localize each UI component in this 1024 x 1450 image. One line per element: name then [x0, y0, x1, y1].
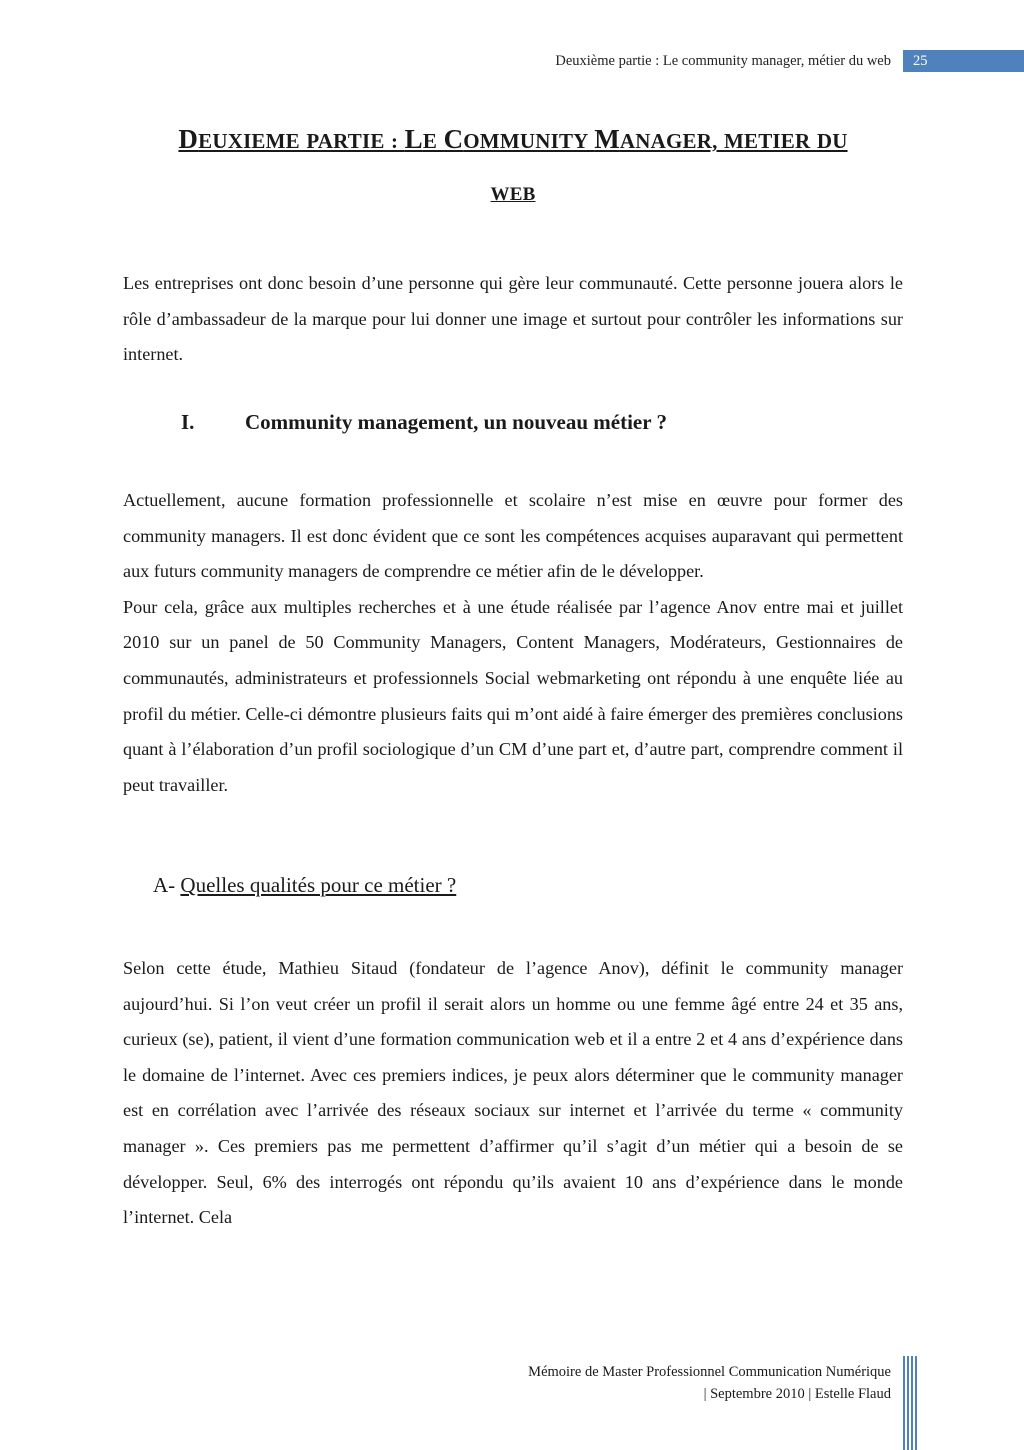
title-text-part: ANAGER, METIER DU	[619, 129, 848, 153]
subsection-heading	[153, 873, 456, 898]
intro-paragraph: Les entreprises ont donc besoin d’une personne qui gère leur communauté. Cette personne jouera alors le rôle d’ambassadeur de la marque pour lui donner une image et surtout pour contrôler les informations sur internet.	[123, 273, 903, 365]
subsection-prefix: A-	[153, 873, 176, 897]
title-initial-cap: D	[178, 124, 199, 154]
footer-decorative-rules	[903, 1356, 917, 1450]
title-text-part: E	[422, 129, 444, 153]
chapter-title-line-2: WEB	[490, 184, 536, 205]
section-body	[123, 483, 903, 803]
running-header-title: Deuxième partie : Le community manager, métier du web	[555, 53, 891, 69]
subsection-title: Quelles qualités pour ce métier ?	[180, 873, 457, 897]
section-paragraph: Actuellement, aucune formation professionnelle et scolaire n’est mise en œuvre pour former des community managers. Il est donc évident que ce sont les compétences acquises auparavant qui permettent aux futurs community managers de comprendre ce métier afin de le développer.	[123, 490, 903, 582]
section-number: I.	[181, 410, 195, 434]
chapter-title-line-1	[123, 124, 903, 155]
subsection-paragraph: Selon cette étude, Mathieu Sitaud (fondateur de l’agence Anov), définit le community manager aujourd’hui. Si l’on veut créer un profil il serait alors un homme ou une femme âgé entre 24 et 35 ans, curieux (se), patient, il vient d’une formation communication web et il a entre 2 et 4 ans d’expérience dans le domaine de l’internet. Avec ces premiers indices, je peux alors déterminer que le community manager est en corrélation avec l’arrivée des réseaux sociaux sur internet et l’arrivée du terme « community manager ». Ces premiers pas me permettent d’affirmer qu’il s’agit d’un métier qui a besoin de se développer. Seul, 6% des interrogés ont répondu qu’ils avaient 10 ans d’expérience dans le monde l’internet. Cela	[123, 958, 903, 1228]
title-initial-cap: M	[594, 124, 620, 154]
title-initial-cap: L	[404, 124, 423, 154]
page-number-box	[903, 50, 1024, 72]
section-title: Community management, un nouveau métier ?	[245, 410, 667, 434]
title-text-part: EUXIEME PARTIE :	[198, 129, 405, 153]
page-number: 25	[913, 53, 928, 69]
page-header	[0, 50, 1024, 74]
footer-line-2: | Septembre 2010 | Estelle Flaud	[703, 1386, 891, 1402]
section-paragraph: Pour cela, grâce aux multiples recherches et à une étude réalisée par l’agence Anov entre mai et juillet 2010 sur un panel de 50 Community Managers, Content Managers, Modérateurs, Gestionnaires de communautés, administrateurs et professionnels Social webmarketing ont répondu à une enquête liée au profil du métier. Celle-ci démontre plusieurs faits qui m’ont aidé à faire émerger des premières conclusions quant à l’élaboration d’un profil sociologique d’un CM d’une part et, d’autre part, comprendre comment il peut travailler.	[123, 596, 903, 795]
title-text-part: OMMUNITY	[463, 129, 595, 153]
title-initial-cap: C	[443, 124, 464, 154]
footer-line-1: Mémoire de Master Professionnel Communication Numérique	[528, 1364, 891, 1380]
